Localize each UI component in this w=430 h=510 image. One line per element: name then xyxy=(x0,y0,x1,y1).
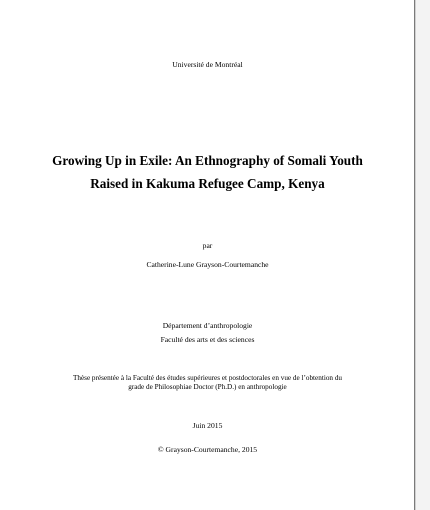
thesis-title-line-2: Raised in Kakuma Refugee Camp, Kenya xyxy=(90,176,325,191)
thesis-title-line-1: Growing Up in Exile: An Ethnography of Somali Youth xyxy=(52,153,363,168)
faculty-name: Faculté des arts et des sciences xyxy=(160,335,255,344)
submission-date: Juin 2015 xyxy=(192,421,223,430)
department-name: Département d’anthropologie xyxy=(162,321,253,330)
author-name: Catherine-Lune Grayson-Courtemanche xyxy=(146,260,269,269)
copyright-notice: © Grayson-Courtemanche, 2015 xyxy=(157,445,258,454)
thesis-statement-line-2: grade de Philosophiae Doctor (Ph.D.) en anthropologie xyxy=(128,383,287,391)
vertical-scrollbar[interactable] xyxy=(415,0,430,510)
by-label: par xyxy=(202,241,213,250)
university-name: Université de Montréal xyxy=(172,60,243,69)
thesis-statement-line-1: Thèse présentée à la Faculté des études supérieures et postdoctorales en vue de l’obtention du xyxy=(72,374,343,382)
